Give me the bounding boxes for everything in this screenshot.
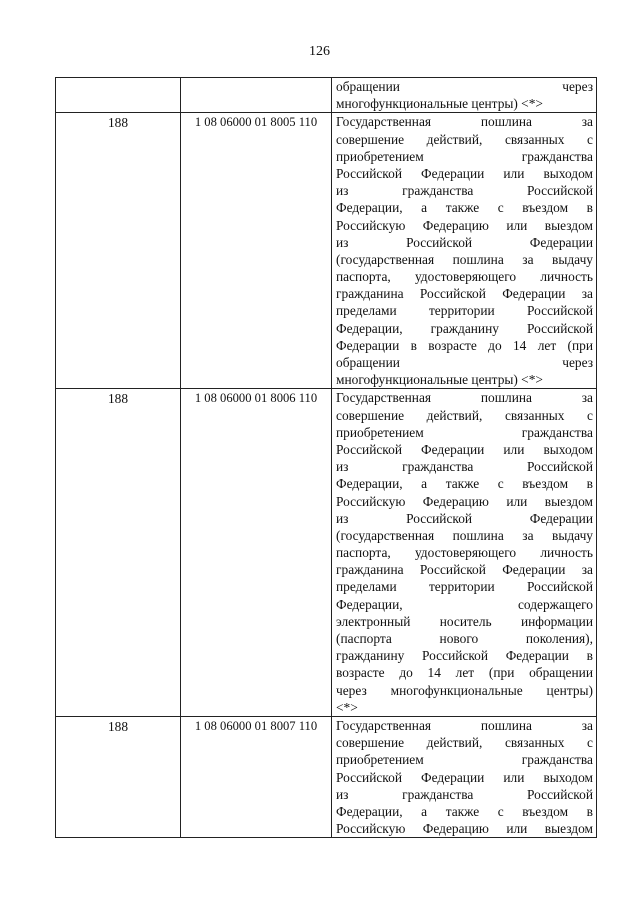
description-line: Федерации, а также с въездом в bbox=[336, 476, 593, 492]
description-line: Российской Федерации или выходом bbox=[336, 441, 593, 457]
description-line: приобретением гражданства bbox=[336, 148, 593, 164]
description-line: возрасте до 14 лет (при обращении bbox=[336, 665, 593, 681]
budget-admin-code-cell: 188 bbox=[56, 716, 181, 837]
description-line: Федерации, а также с въездом в bbox=[336, 803, 593, 819]
description-line: приобретением гражданства bbox=[336, 752, 593, 768]
budget-classification-code-cell: 1 08 06000 01 8005 110 bbox=[181, 113, 332, 389]
page-number: 126 bbox=[309, 44, 330, 59]
description-line: (государственная пошлина за выдачу bbox=[336, 251, 593, 267]
table-body bbox=[56, 78, 597, 838]
description-line: обращении через bbox=[336, 355, 593, 370]
description-line: гражданина Российской Федерации за bbox=[336, 286, 593, 302]
description-line: гражданина Российской Федерации за bbox=[336, 562, 593, 578]
description-line: пределами территории Российской bbox=[336, 579, 593, 595]
description-line: электронный носитель информации bbox=[336, 613, 593, 629]
description-line: <*> bbox=[336, 699, 358, 715]
fee-description-cell bbox=[332, 78, 597, 113]
description-line: Государственная пошлина за bbox=[336, 390, 593, 406]
description-line: из гражданства Российской bbox=[336, 786, 593, 802]
description-line: обращении через bbox=[336, 79, 593, 94]
description-line: из Российской Федерации bbox=[336, 234, 593, 250]
budget-classification-code-cell bbox=[181, 78, 332, 113]
description-line: Российской Федерации или выходом bbox=[336, 165, 593, 181]
table-row bbox=[56, 78, 597, 113]
budget-admin-code-cell: 188 bbox=[56, 113, 181, 389]
table-row bbox=[56, 716, 597, 837]
description-line: Государственная пошлина за bbox=[336, 114, 593, 130]
description-line: (государственная пошлина за выдачу bbox=[336, 527, 593, 543]
description-line: Российскую Федерацию или выездом bbox=[336, 217, 593, 233]
description-line: приобретением гражданства bbox=[336, 424, 593, 440]
description-line: из Российской Федерации bbox=[336, 510, 593, 526]
description-line: совершение действий, связанных с bbox=[336, 735, 593, 751]
description-line: через многофункциональные центры) bbox=[336, 682, 593, 698]
table-row bbox=[56, 389, 597, 717]
budget-admin-code-cell bbox=[56, 78, 181, 113]
description-line: Российскую Федерацию или выездом bbox=[336, 821, 593, 837]
description-line: Федерации в возрасте до 14 лет (при bbox=[336, 337, 593, 353]
budget-admin-code-cell: 188 bbox=[56, 389, 181, 717]
description-line: пределами территории Российской bbox=[336, 303, 593, 319]
description-line: (паспорта нового поколения), bbox=[336, 631, 593, 646]
description-line: Федерации, гражданину Российской bbox=[336, 320, 593, 336]
description-line: паспорта, удостоверяющего личность bbox=[336, 269, 593, 285]
description-line: из гражданства Российской bbox=[336, 183, 593, 199]
description-line: совершение действий, связанных с bbox=[336, 407, 593, 423]
description-line: Федерации, содержащего bbox=[336, 596, 593, 612]
fee-description-cell bbox=[332, 389, 597, 717]
description-line: Федерации, а также с въездом в bbox=[336, 200, 593, 216]
description-line: из гражданства Российской bbox=[336, 459, 593, 475]
fee-codes-table bbox=[55, 77, 597, 838]
description-line: многофункциональные центры) <*> bbox=[336, 96, 543, 112]
description-line: паспорта, удостоверяющего личность bbox=[336, 545, 593, 561]
description-line: Российскую Федерацию или выездом bbox=[336, 493, 593, 509]
description-line: Государственная пошлина за bbox=[336, 717, 593, 733]
fee-description-cell bbox=[332, 113, 597, 389]
description-line: многофункциональные центры) <*> bbox=[336, 372, 543, 388]
description-line: Российской Федерации или выходом bbox=[336, 769, 593, 785]
fee-description-cell bbox=[332, 716, 597, 837]
budget-classification-code-cell: 1 08 06000 01 8007 110 bbox=[181, 716, 332, 837]
description-line: совершение действий, связанных с bbox=[336, 131, 593, 147]
description-line: гражданину Российской Федерации в bbox=[336, 648, 593, 664]
table-row bbox=[56, 113, 597, 389]
budget-classification-code-cell: 1 08 06000 01 8006 110 bbox=[181, 389, 332, 717]
